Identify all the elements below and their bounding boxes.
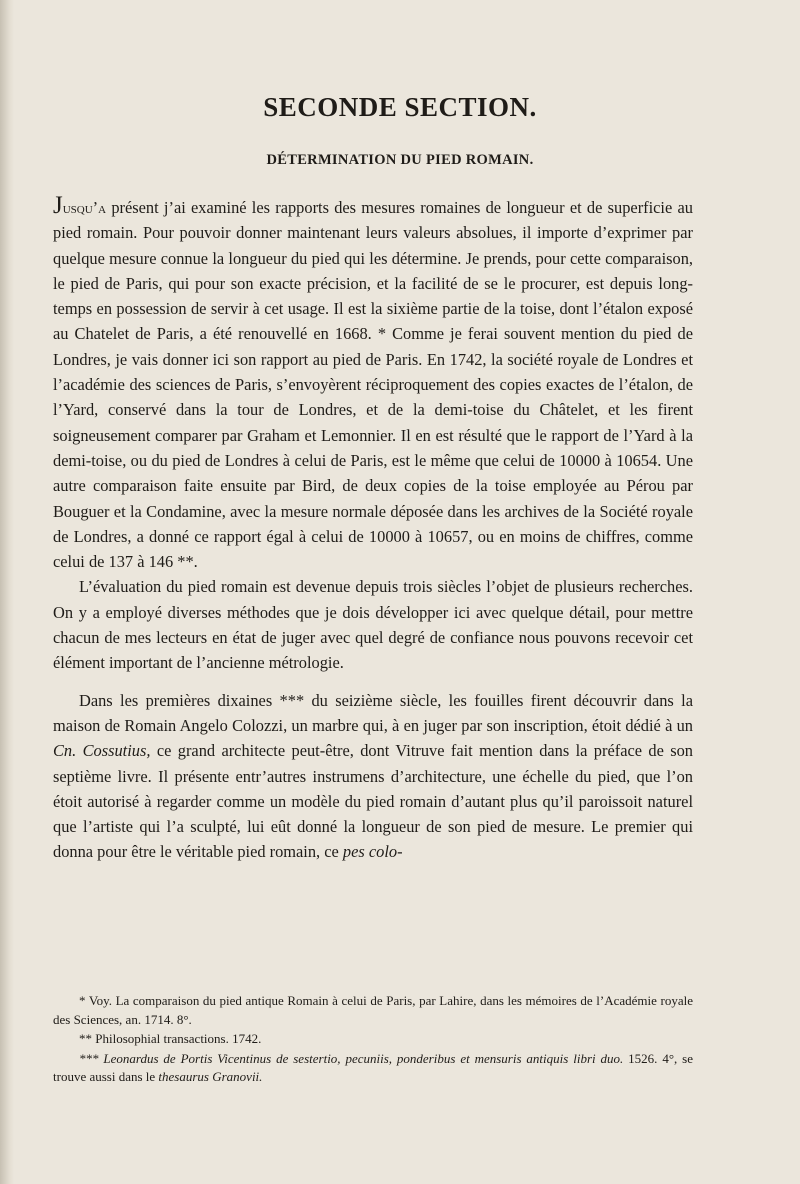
- paragraph-3-italic-a: Cn. Cossutius,: [53, 741, 151, 761]
- paragraph-2: L’évaluation du pied romain est devenue depuis trois siècles l’objet de plusieurs recherches. On y a employé diverses méthodes que je dois développer ici avec quelque détail, pour mettre chacun de mes lecteurs en état de juger avec quel degré de confiance nous pouvons recevoir cet élément important de l’ancienne métrologie.: [53, 577, 693, 673]
- drop-cap: J: [53, 192, 63, 219]
- footnotes: [53, 992, 693, 1088]
- paragraph-1: [53, 193, 693, 574]
- footnote-1: * Voy. La comparaison du pied antique Romain à celui de Paris, par Lahire, dans les mémoires de l’Académie royale des Sciences, an. 1714. 8°.: [53, 993, 693, 1027]
- body-text: [53, 193, 693, 865]
- paragraph-3: [53, 688, 693, 865]
- footnote-3-plain: 1526. 4°, se trouve aussi dans le: [53, 1050, 693, 1085]
- footnote-3: [53, 1050, 693, 1087]
- section-title: SECONDE SECTION.: [263, 92, 537, 122]
- footnote-3-italic-b: thesaurus Granovii.: [158, 1069, 263, 1085]
- lead-word: usqu’a: [62, 198, 107, 217]
- paragraph-3-text-b: ce grand architecte peut-être, dont Vitruve fait mention dans la préface de son septième livre. Il présente entr’autres instrumens d’architecture, une échelle du pied, que l’on étoit autorisé à regarder comme un modèle du pied romain d’autant plus qu’il paroissoit naturel que l’artiste qui l’a sculpté, lui eût donné la longueur de son pied de mesure. Le premier qui donna pour être le véritable pied romain, ce: [53, 741, 693, 862]
- paragraph-3-italic-b: pes colo-: [342, 842, 403, 862]
- paragraph-1-text: présent j’ai examiné les rapports des mesures romaines de longueur et de superficie au pied romain. Pour pouvoir donner maintenant leurs valeurs absolues, il importe d’exprimer par quelque mesure connue la longueur du pied qui les détermine. Je prends, pour cette comparaison, le pied de Paris, qui pour son exacte précision, et la facilité de se le procurer, est depuis long-temps en possession de servir à cet usage. Il est la sixième partie de la toise, dont l’étalon exposé au Chatelet de Paris, a été renouvellé en 1668. * Comme je ferai souvent mention du pied de Londres, je vais donner ici son rapport au pied de Paris. En 1742, la société royale de Londres et l’académie des sciences de Paris, s’envoyèrent réciproquement des copies exactes de l’étalon, de l’Yard, conservé dans la tour de Londres, et de la demi-toise du Châtelet, et les firent soigneusement comparer par Graham et Lemonnier. Il en est résulté que le rapport de l’Yard à la demi-toise, ou du pied de Londres à celui de Paris, est le même que celui de 10000 à 10654. Une autre comparaison faite ensuite par Bird, de deux copies de la toise employée au Pérou par Bouguer et la Condamine, avec la mesure normale déposée dans les archives de la Société royale de Londres, a donné ce rapport égal à celui de 10000 à 10657, ou en moins de chiffres, comme celui de 137 à 146 **.: [53, 198, 693, 572]
- footnote-2: ** Philosophial transactions. 1742.: [79, 1031, 262, 1047]
- section-subtitle: DÉTERMINATION DU PIED ROMAIN.: [266, 152, 534, 168]
- footnote-3-italic: *** Leonardus de Portis Vicentinus de sestertio, pecuniis, ponderibus et mensuris antiquis libri duo.: [79, 1050, 624, 1066]
- paragraph-3-text-a: Dans les premières dixaines *** du seizième siècle, les fouilles firent découvrir dans la maison de Romain Angelo Colozzi, un marbre qui, à en juger par son inscription, étoit dédié à un: [53, 690, 693, 735]
